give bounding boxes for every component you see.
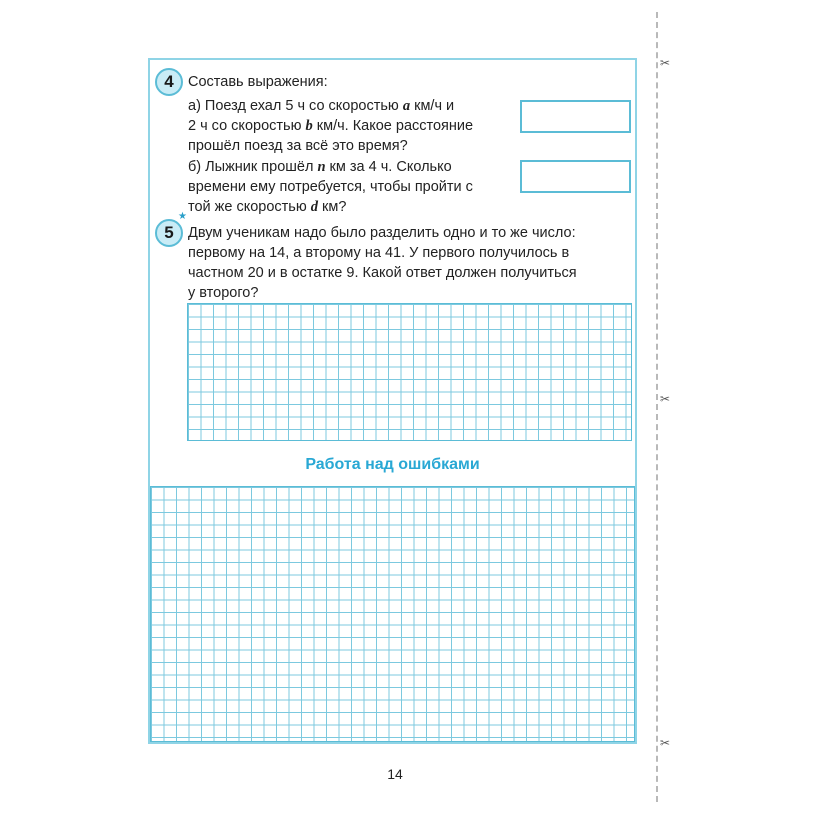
cut-line — [656, 12, 658, 802]
star-icon: ★ — [178, 211, 187, 222]
scissors-icon: ✂ — [660, 392, 671, 406]
corrections-grid[interactable] — [150, 486, 635, 742]
task-title: Составь выражения: — [188, 74, 328, 90]
task-4a-text: а) Поезд ехал 5 ч со скоростью a км/ч и 2 ч со скоростью b км/ч. Какое расстояние прошёл поезд за всё это время? — [188, 98, 474, 154]
answer-grid[interactable] — [187, 303, 632, 441]
task-5-text: Двум ученикам надо было разделить одно и то же число: первому на 14, а второму на 41. У первого получилось в частном 20 и в остатке 9. Какой ответ должен получиться у второго? — [188, 225, 577, 301]
scissors-icon: ✂ — [660, 56, 671, 70]
task-number-badge: 4 — [155, 68, 183, 96]
section-title: Работа над ошибками — [305, 456, 480, 473]
page-number: 14 — [387, 766, 403, 782]
answer-box-a[interactable] — [520, 100, 631, 133]
task-4b-text: б) Лыжник прошёл n км за 4 ч. Сколько времени ему потребуется, чтобы пройти с той же скоростью d км? — [188, 159, 473, 215]
task-number-badge: 5 — [155, 219, 183, 247]
scissors-icon: ✂ — [660, 736, 671, 750]
answer-box-b[interactable] — [520, 160, 631, 193]
